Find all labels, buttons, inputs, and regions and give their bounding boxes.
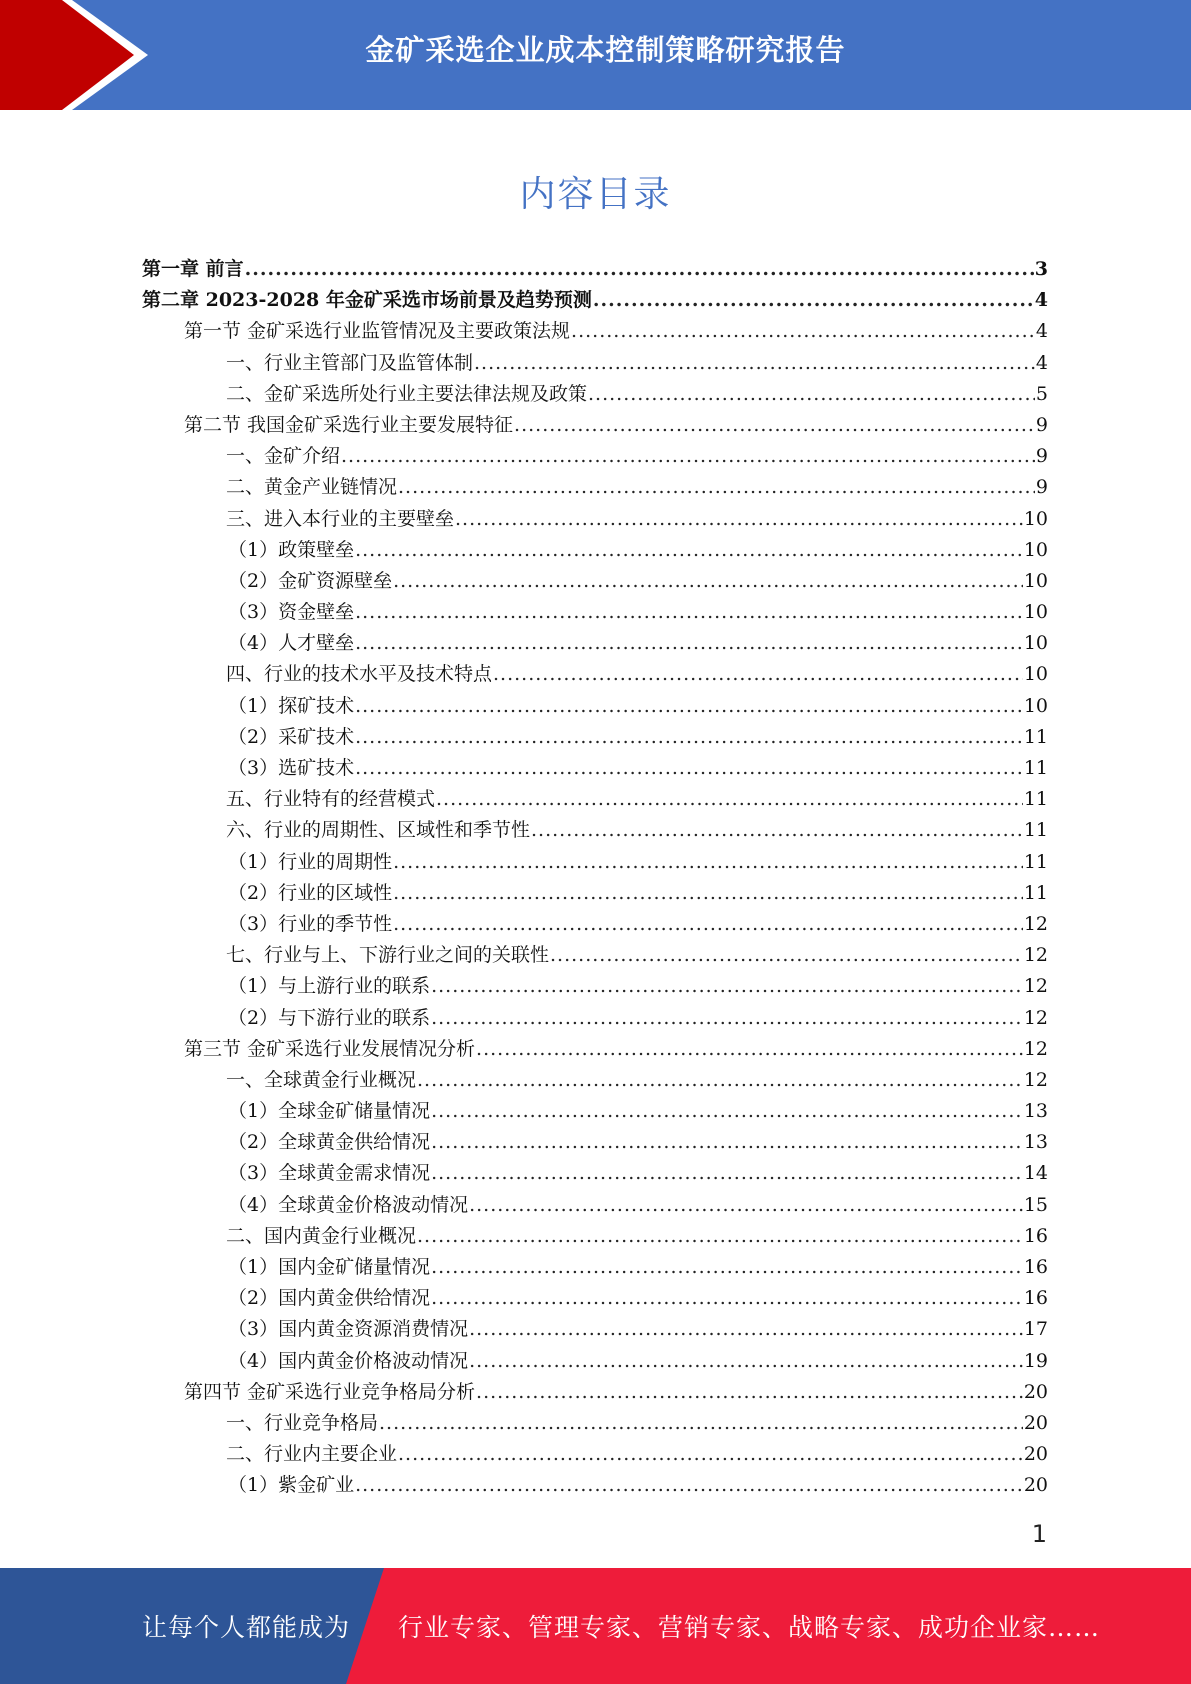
table-of-contents (142, 254, 1048, 1502)
toc-entry-page: 11 (1023, 788, 1048, 811)
toc-entry[interactable] (142, 722, 1048, 753)
toc-dot-leader (431, 1003, 1023, 1034)
toc-entry[interactable] (142, 1439, 1048, 1470)
toc-entry-page: 9 (1035, 413, 1048, 436)
toc-dot-leader (431, 1127, 1023, 1158)
toc-entry[interactable] (142, 1408, 1048, 1439)
toc-entry-page: 4 (1035, 320, 1048, 343)
toc-dot-leader (355, 691, 1023, 722)
toc-entry-page: 10 (1023, 538, 1048, 561)
toc-dot-leader (417, 1065, 1023, 1096)
toc-entry[interactable] (142, 1003, 1048, 1034)
toc-entry-label: 第二节 我国金矿采选行业主要发展特征 (184, 413, 514, 436)
toc-entry-label: （4）人才壁垒 (228, 632, 355, 655)
toc-entry-label: （1）行业的周期性 (228, 850, 393, 873)
toc-entry-page: 14 (1023, 1162, 1048, 1185)
toc-entry[interactable] (142, 566, 1048, 597)
toc-entry[interactable] (142, 1283, 1048, 1314)
toc-title: 内容目录 (519, 174, 672, 215)
toc-entry-label: 二、国内黄金行业概况 (226, 1224, 417, 1247)
toc-entry[interactable] (142, 410, 1048, 441)
toc-entry[interactable] (142, 1221, 1048, 1252)
toc-entry-label: （4）国内黄金价格波动情况 (228, 1349, 469, 1372)
toc-entry[interactable] (142, 1252, 1048, 1283)
toc-entry-page: 9 (1035, 476, 1048, 499)
toc-entry[interactable] (142, 1346, 1048, 1377)
toc-entry-page: 13 (1023, 1100, 1048, 1123)
toc-entry[interactable] (142, 535, 1048, 566)
toc-entry-page: 16 (1023, 1224, 1048, 1247)
toc-dot-leader (379, 1408, 1023, 1439)
toc-dot-leader (393, 847, 1023, 878)
toc-entry-page: 11 (1023, 757, 1048, 779)
toc-entry-page: 12 (1023, 1006, 1048, 1029)
toc-dot-leader (398, 1439, 1023, 1470)
toc-entry[interactable] (142, 285, 1048, 316)
toc-entry[interactable] (142, 940, 1048, 971)
toc-dot-leader (469, 1346, 1023, 1377)
toc-entry[interactable] (142, 691, 1048, 722)
toc-entry[interactable] (142, 1470, 1048, 1501)
toc-dot-leader (431, 1283, 1023, 1314)
toc-dot-leader (393, 909, 1023, 940)
toc-entry-label: （2）与下游行业的联系 (228, 1006, 431, 1029)
toc-dot-leader (476, 1377, 1023, 1408)
toc-entry[interactable] (142, 1158, 1048, 1189)
toc-dot-leader (431, 1096, 1023, 1127)
toc-entry-label: （2）金矿资源壁垒 (228, 569, 393, 592)
toc-entry-label: 一、金矿介绍 (226, 445, 341, 468)
toc-entry[interactable] (142, 254, 1048, 285)
toc-entry-label: 四、行业的技术水平及技术特点 (226, 663, 493, 686)
toc-entry-page: 10 (1023, 632, 1048, 655)
toc-entry[interactable] (142, 971, 1048, 1002)
footer-slogan-right: 行业专家、管理专家、营销专家、战略专家、成功企业家…… (398, 1613, 1101, 1642)
toc-entry-page: 12 (1023, 975, 1048, 998)
toc-entry-page: 11 (1023, 725, 1048, 748)
toc-dot-leader (355, 722, 1023, 753)
toc-dot-leader (393, 878, 1023, 909)
toc-dot-leader (436, 784, 1023, 815)
toc-entry-page: 20 (1023, 1474, 1048, 1497)
footer-slogan-left: 让每个人都能成为 (142, 1613, 351, 1642)
toc-entry-label: 二、行业内主要企业 (226, 1443, 398, 1466)
toc-entry-label: 五、行业特有的经营模式 (226, 788, 436, 811)
toc-entry-label: （2）国内黄金供给情况 (228, 1287, 431, 1310)
toc-entry-label: 三、进入本行业的主要壁垒 (226, 507, 455, 530)
toc-entry[interactable] (142, 1065, 1048, 1096)
toc-entry-page: 4 (1034, 289, 1048, 312)
toc-entry-label: 一、行业竞争格局 (226, 1411, 379, 1434)
toc-entry[interactable] (142, 597, 1048, 628)
toc-dot-leader (431, 1252, 1023, 1283)
page-footer (0, 1568, 1191, 1684)
toc-dot-leader (393, 566, 1023, 597)
toc-entry-label: （2）全球黄金供给情况 (228, 1131, 431, 1154)
toc-entry-label: 第一章 前言 (142, 258, 244, 280)
toc-dot-leader (355, 753, 1023, 784)
toc-entry-page: 11 (1023, 850, 1048, 873)
toc-entry[interactable] (142, 815, 1048, 846)
toc-entry-label: 二、金矿采选所处行业主要法律法规及政策 (226, 382, 588, 405)
toc-entry-label: （1）政策壁垒 (228, 538, 355, 561)
toc-dot-leader (493, 659, 1023, 690)
toc-entry-page: 10 (1023, 569, 1048, 592)
toc-dot-leader (550, 940, 1023, 971)
toc-entry-page: 12 (1023, 944, 1048, 967)
toc-dot-leader (355, 1470, 1023, 1501)
toc-dot-leader (469, 1314, 1023, 1345)
toc-entry[interactable] (142, 1190, 1048, 1221)
toc-dot-leader (571, 316, 1035, 347)
toc-entry[interactable] (142, 316, 1048, 347)
toc-dot-leader (531, 815, 1023, 846)
toc-entry-page: 12 (1023, 1037, 1048, 1060)
toc-entry-page: 11 (1023, 881, 1048, 904)
toc-dot-leader (474, 348, 1035, 379)
toc-dot-leader (431, 1158, 1023, 1189)
toc-entry-page: 10 (1023, 507, 1048, 530)
toc-entry-page: 12 (1023, 912, 1048, 935)
toc-entry[interactable] (142, 878, 1048, 909)
page-number: 1 (1031, 1520, 1047, 1548)
toc-dot-leader (514, 410, 1035, 441)
toc-entry-label: （1）国内金矿储量情况 (228, 1256, 431, 1278)
toc-entry-label: （3）选矿技术 (228, 757, 355, 779)
toc-entry-page: 10 (1023, 663, 1048, 686)
toc-entry-page: 12 (1023, 1068, 1048, 1091)
toc-entry-label: （1）紫金矿业 (228, 1474, 355, 1497)
toc-dot-leader (417, 1221, 1023, 1252)
toc-entry-label: （1）探矿技术 (228, 694, 355, 717)
toc-entry-label: 一、全球黄金行业概况 (226, 1068, 417, 1091)
toc-entry-label: （1）全球金矿储量情况 (228, 1100, 431, 1123)
toc-entry[interactable] (142, 1096, 1048, 1127)
toc-entry-label: （3）资金壁垒 (228, 601, 355, 624)
toc-entry-label: 第二章 2023-2028 年金矿采选市场前景及趋势预测 (142, 289, 592, 312)
toc-dot-leader (341, 441, 1035, 472)
toc-entry-label: （3）全球黄金需求情况 (228, 1162, 431, 1185)
toc-dot-leader (398, 472, 1035, 503)
toc-entry[interactable] (142, 472, 1048, 503)
toc-dot-leader (355, 597, 1023, 628)
toc-dot-leader (593, 285, 1034, 316)
toc-entry-label: （2）采矿技术 (228, 725, 355, 748)
toc-entry-page: 3 (1034, 258, 1048, 280)
toc-entry[interactable] (142, 504, 1048, 535)
toc-dot-leader (355, 628, 1023, 659)
toc-entry[interactable] (142, 847, 1048, 878)
toc-entry-label: 第一节 金矿采选行业监管情况及主要政策法规 (184, 320, 571, 343)
toc-entry-label: 六、行业的周期性、区域性和季节性 (226, 819, 531, 842)
toc-entry-page: 19 (1023, 1349, 1048, 1372)
toc-entry[interactable] (142, 659, 1048, 690)
toc-dot-leader (588, 379, 1035, 410)
toc-entry[interactable] (142, 348, 1048, 379)
toc-dot-leader (455, 504, 1023, 535)
toc-entry-page: 15 (1023, 1193, 1048, 1216)
toc-entry-label: （3）行业的季节性 (228, 912, 393, 935)
toc-entry-page: 10 (1023, 601, 1048, 624)
toc-dot-leader (469, 1190, 1023, 1221)
toc-entry-page: 5 (1035, 382, 1048, 405)
toc-entry-page: 10 (1023, 694, 1048, 717)
toc-entry[interactable] (142, 1377, 1048, 1408)
toc-entry-label: 七、行业与上、下游行业之间的关联性 (226, 944, 550, 967)
toc-entry-page: 4 (1035, 351, 1048, 374)
toc-dot-leader (431, 971, 1023, 1002)
toc-entry-page: 16 (1023, 1287, 1048, 1310)
toc-entry[interactable] (142, 1127, 1048, 1158)
toc-dot-leader (245, 254, 1034, 285)
toc-entry-page: 20 (1023, 1380, 1048, 1403)
toc-entry-page: 20 (1023, 1411, 1048, 1434)
toc-entry-label: 一、行业主管部门及监管体制 (226, 351, 474, 374)
toc-entry-page: 13 (1023, 1131, 1048, 1154)
toc-entry-label: （1）与上游行业的联系 (228, 975, 431, 998)
toc-entry-page: 16 (1023, 1256, 1048, 1278)
toc-entry[interactable] (142, 379, 1048, 410)
toc-entry-page: 17 (1023, 1318, 1048, 1341)
toc-entry-page: 11 (1023, 819, 1048, 842)
toc-entry[interactable] (142, 784, 1048, 815)
toc-entry-label: 第三节 金矿采选行业发展情况分析 (184, 1037, 476, 1060)
toc-entry-label: （3）国内黄金资源消费情况 (228, 1318, 469, 1341)
toc-entry[interactable] (142, 628, 1048, 659)
toc-entry[interactable] (142, 909, 1048, 940)
toc-entry[interactable] (142, 1034, 1048, 1065)
toc-dot-leader (355, 535, 1023, 566)
toc-entry-page: 20 (1023, 1443, 1048, 1466)
toc-entry[interactable] (142, 753, 1048, 784)
toc-entry-label: （4）全球黄金价格波动情况 (228, 1193, 469, 1216)
toc-dot-leader (476, 1034, 1023, 1065)
toc-entry[interactable] (142, 1314, 1048, 1345)
header-title: 金矿采选企业成本控制策略研究报告 (365, 33, 846, 67)
toc-entry-label: 二、黄金产业链情况 (226, 476, 398, 499)
page-header (0, 0, 1191, 110)
toc-entry-label: 第四节 金矿采选行业竞争格局分析 (184, 1380, 476, 1403)
toc-entry-page: 9 (1035, 445, 1048, 468)
toc-entry[interactable] (142, 441, 1048, 472)
toc-entry-label: （2）行业的区域性 (228, 881, 393, 904)
